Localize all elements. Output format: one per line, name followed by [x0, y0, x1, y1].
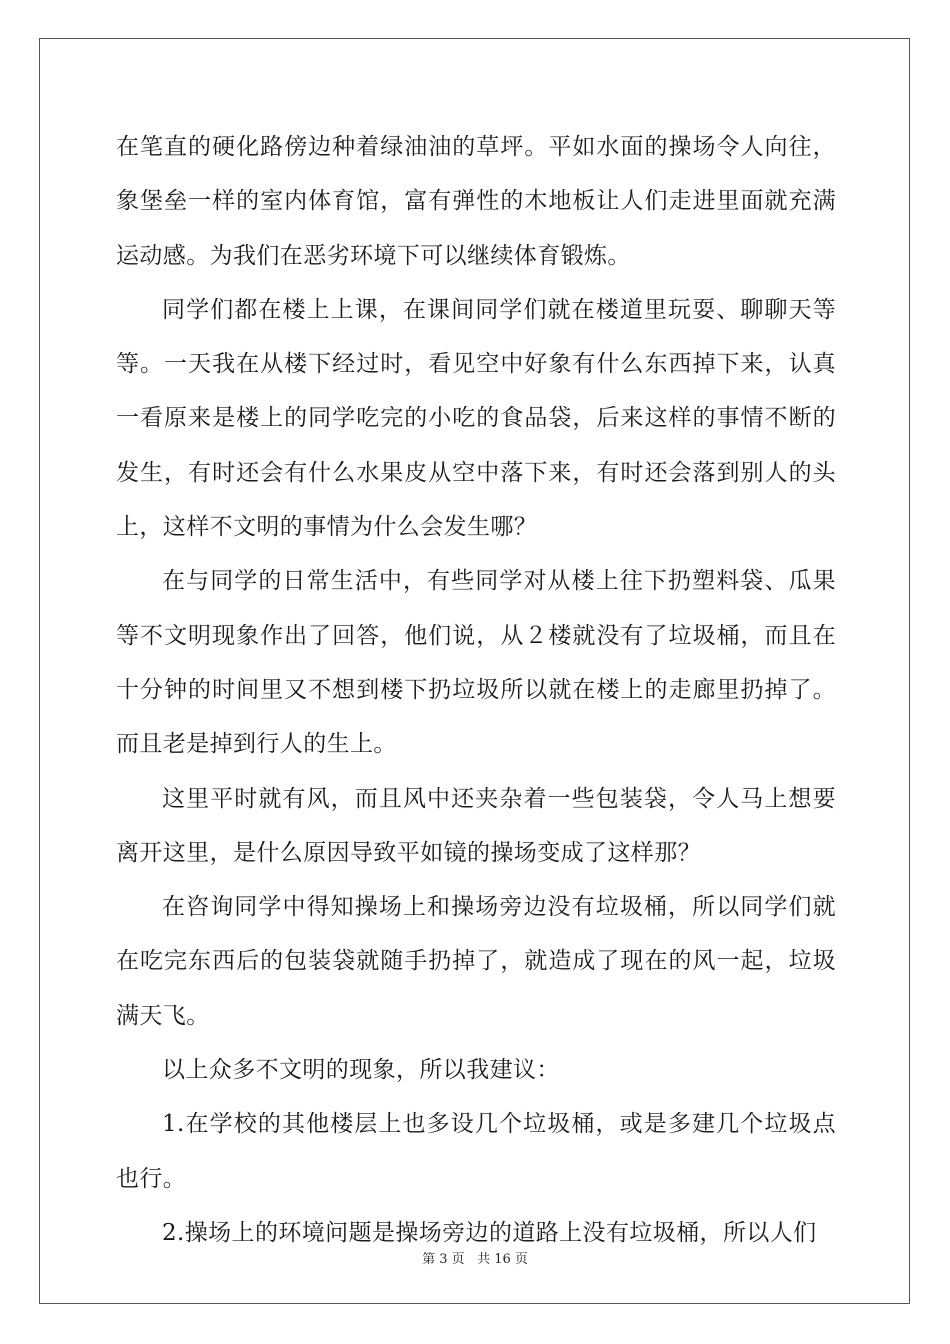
- paragraph-6: 以上众多不文明的现象，所以我建议：: [162, 1057, 560, 1084]
- document-body: [116, 120, 836, 1260]
- paragraph-4: 这里平时就有风，而且风中还夹杂着一些包装袋，令人马上想要离开这里，是什么原因导致平如镜的操场变成了这样那？: [116, 785, 836, 866]
- suggestion-2: 2.操场上的环境问题是操场旁边的道路上没有垃圾桶，所以人们: [162, 1219, 817, 1246]
- suggestion-1: 1.在学校的其他楼层上也多设几个垃圾桶，或是多建几个垃圾点也行。: [116, 1111, 836, 1192]
- page-footer: [0, 1248, 950, 1267]
- page-total: 共 16 页: [477, 1252, 528, 1267]
- paragraph-1: 在笔直的硬化路傍边种着绿油油的草坪。平如水面的操场令人向往，象堡垒一样的室内体育馆，富有弹性的木地板让人们走进里面就充满运动感。为我们在恶劣环境下可以继续体育锻炼。: [116, 134, 836, 269]
- page-number: 第 3 页: [422, 1252, 465, 1267]
- paragraph-3: 在与同学的日常生活中，有些同学对从楼上往下扔塑料袋、瓜果等不文明现象作出了回答，他们说，从２楼就没有了垃圾桶，而且在十分钟的时间里又不想到楼下扔垃圾所以就在楼上的走廊里扔掉了。而且老是掉到行人的生上。: [116, 568, 836, 758]
- paragraph-5: 在咨询同学中得知操场上和操场旁边没有垃圾桶，所以同学们就在吃完东西后的包装袋就随手扔掉了，就造成了现在的风一起，垃圾满天飞。: [116, 894, 836, 1029]
- paragraph-2: 同学们都在楼上上课，在课间同学们就在楼道里玩耍、聊聊天等等。一天我在从楼下经过时，看见空中好象有什么东西掉下来，认真一看原来是楼上的同学吃完的小吃的食品袋，后来这样的事情不断的发生，有时还会有什么水果皮从空中落下来，有时还会落到别人的头上，这样不文明的事情为什么会发生哪？: [116, 296, 836, 541]
